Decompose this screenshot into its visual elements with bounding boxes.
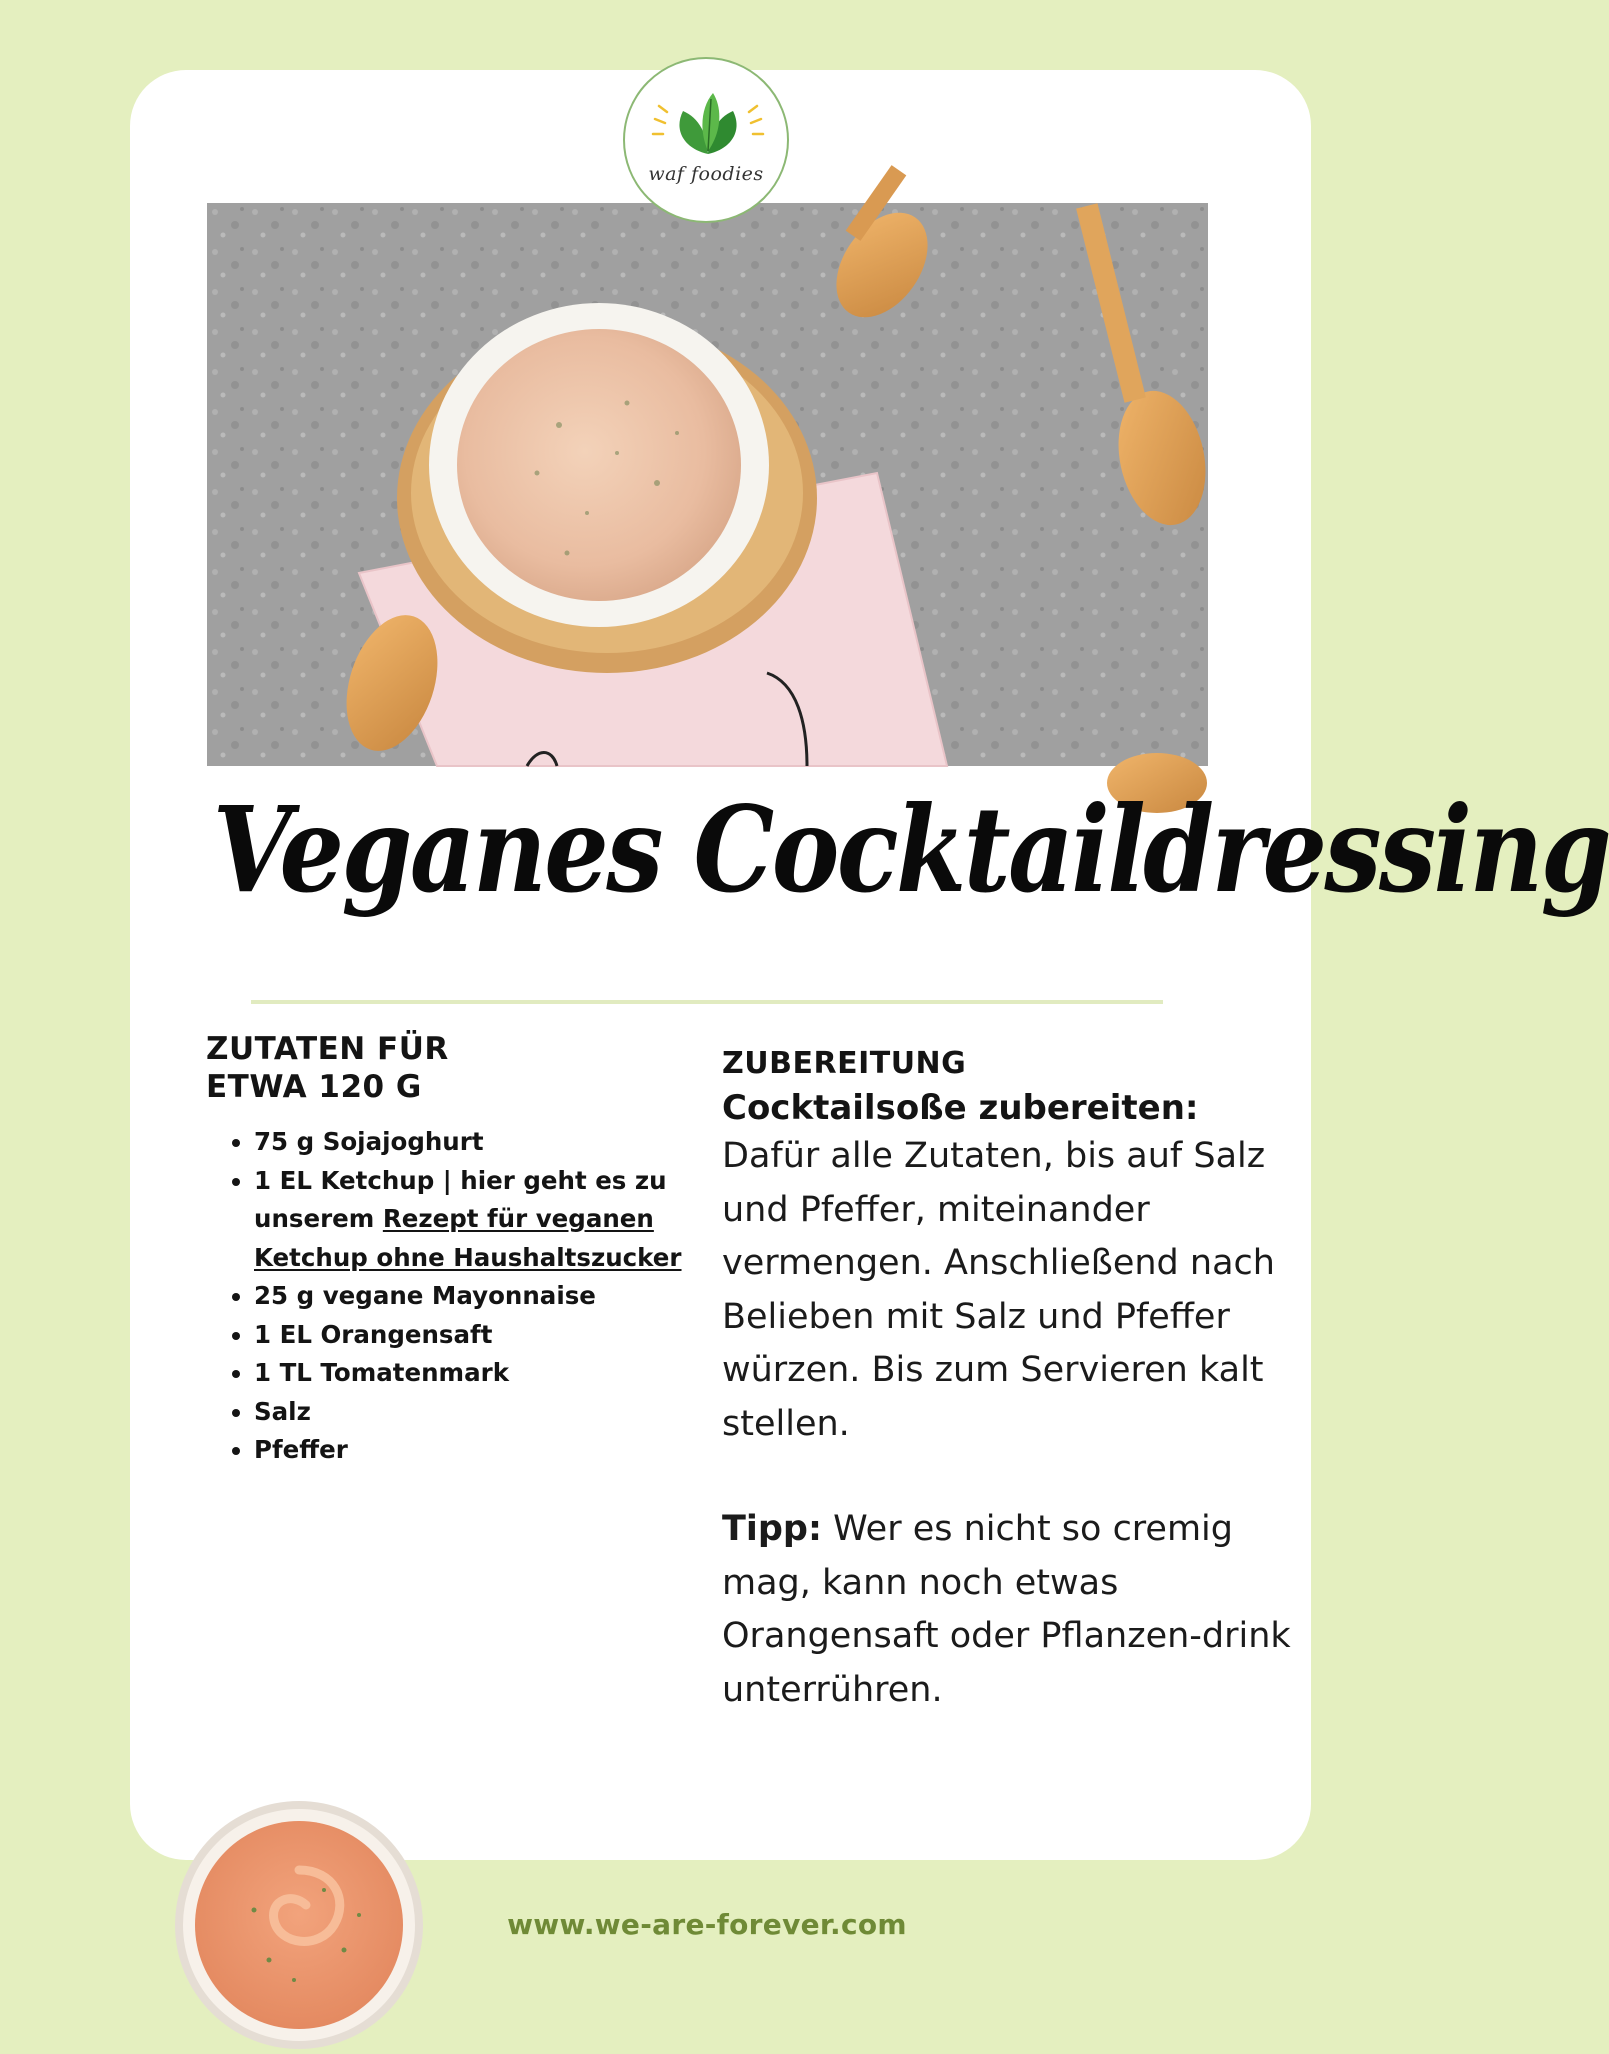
list-item: • 1 EL Ketchup | hier geht es zu unserem Rezept für veganen Ketchup ohne Haushaltszucker — [254, 1162, 684, 1278]
tip-label: Tipp: — [722, 1509, 822, 1549]
list-item: • 1 TL Tomatenmark — [254, 1354, 684, 1393]
preparation-section — [722, 1044, 1292, 1717]
preparation-subheading: Cocktailsoße zubereiten: — [722, 1088, 1199, 1128]
list-item: • 75 g Sojajoghurt — [254, 1123, 684, 1162]
website-link[interactable]: www.we-are-forever.com — [507, 1908, 907, 1941]
ingredients-list — [206, 1123, 684, 1470]
basil-leaf-icon — [625, 59, 791, 225]
preparation-body: Dafür alle Zutaten, bis auf Salz und Pfeffer, miteinander vermengen. Anschließend nach Belieben mit Salz und Pfeffer würzen. Bis zum Servieren kalt stellen. — [722, 1136, 1275, 1444]
recipe-title: Veganes Cocktaildressing — [212, 780, 1609, 919]
list-item: • 25 g vegane Mayonnaise — [254, 1277, 684, 1316]
divider — [251, 1000, 1163, 1004]
sauce-bowl-image — [174, 1800, 424, 2050]
ingredients-heading: ZUTATEN FÜR ETWA 120 G — [206, 1031, 449, 1105]
list-item: • Pfeffer — [254, 1431, 684, 1470]
brand-logo — [623, 57, 789, 223]
tip-text: Wer es nicht so cremig mag, kann noch etwas Orangensaft oder Pflanzen-drink unterrühren. — [722, 1509, 1291, 1710]
preparation-heading: ZUBEREITUNG — [722, 1046, 967, 1081]
tip-paragraph — [722, 1503, 1292, 1717]
list-item: • Salz — [254, 1393, 684, 1432]
list-item: • 1 EL Orangensaft — [254, 1316, 684, 1355]
ketchup-recipe-link[interactable]: Rezept für veganen Ketchup ohne Haushaltszucker — [254, 1204, 682, 1272]
brand-text: waf foodies — [648, 163, 764, 185]
photo-of-cocktail-dressing — [207, 203, 1208, 766]
